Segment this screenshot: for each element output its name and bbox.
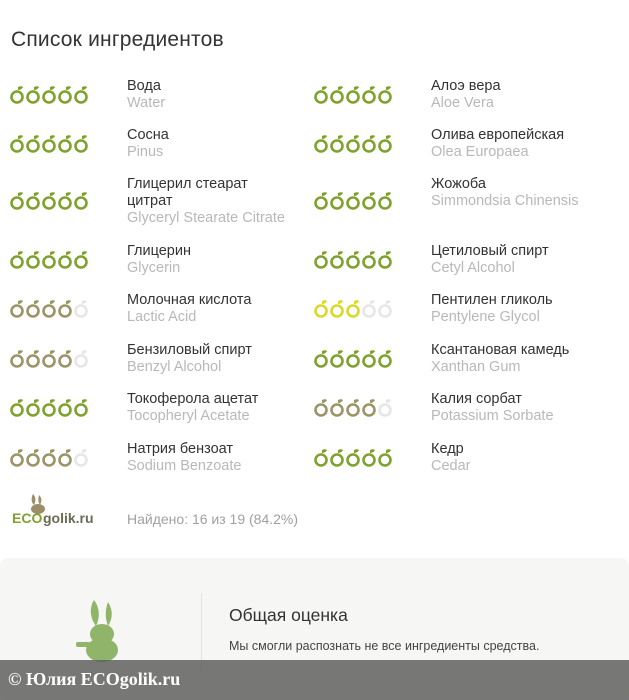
- rating-drop-icon: [58, 250, 73, 269]
- ingredient-name-ru: Цетиловый спирт: [431, 243, 549, 259]
- rating-drop-icon: [10, 85, 25, 104]
- rating-drop-icon: [346, 299, 361, 318]
- ingredient-name-ru: Молочная кислота: [127, 292, 252, 308]
- rating-drop-icon: [10, 250, 25, 269]
- ingredient-name-en: Xanthan Gum: [431, 359, 521, 375]
- found-count: Найдено: 16 из 19 (84.2%): [127, 511, 299, 527]
- rating-drop-icon: [26, 85, 41, 104]
- ingredient-rating: [10, 250, 89, 269]
- rating-drop-icon: [58, 191, 73, 210]
- ingredient-rating: [10, 134, 89, 153]
- rating-drop-icon: [74, 134, 89, 153]
- ingredient-name-en: Benzyl Alcohol: [127, 359, 222, 375]
- rating-drop-icon: [74, 448, 89, 467]
- rating-drop-icon: [346, 134, 361, 153]
- rating-drop-icon: [362, 398, 377, 417]
- rating-drop-icon: [346, 398, 361, 417]
- rating-drop-icon: [378, 448, 393, 467]
- ingredient-names: [431, 127, 621, 161]
- rating-drop-icon: [346, 85, 361, 104]
- ingredient-name-en: Potassium Sorbate: [431, 408, 554, 424]
- ingredient-name-ru: Натрия бензоат: [127, 441, 234, 457]
- ingredient-name-ru: Глицерил стеарат цитрат: [127, 176, 248, 209]
- rating-drop-icon: [314, 398, 329, 417]
- ingredient-name-ru: Сосна: [127, 127, 169, 143]
- rating-drop-icon: [330, 134, 345, 153]
- ingredient-rating: [314, 398, 393, 417]
- rating-drop-icon: [314, 250, 329, 269]
- rating-drop-icon: [58, 349, 73, 368]
- ingredient-name-ru: Токоферола ацетат: [127, 391, 259, 407]
- rating-drop-icon: [42, 85, 57, 104]
- rating-drop-icon: [314, 85, 329, 104]
- rating-drop-icon: [58, 299, 73, 318]
- ingredient-names: [431, 391, 621, 425]
- rating-drop-icon: [74, 299, 89, 318]
- rating-drop-icon: [26, 134, 41, 153]
- ingredient-name-en: Aloe Vera: [431, 95, 494, 111]
- ingredient-name-ru: Жожоба: [431, 176, 486, 192]
- rating-drop-icon: [314, 134, 329, 153]
- rating-drop-icon: [26, 349, 41, 368]
- ingredient-names: [127, 441, 317, 475]
- summary-title: Общая оценка: [229, 605, 348, 625]
- rating-drop-icon: [362, 191, 377, 210]
- rating-drop-icon: [378, 299, 393, 318]
- rating-drop-icon: [330, 250, 345, 269]
- ingredient-rating: [10, 448, 89, 467]
- rating-drop-icon: [74, 349, 89, 368]
- ingredient-name-ru: Калия сорбат: [431, 391, 522, 407]
- rating-drop-icon: [42, 398, 57, 417]
- rating-drop-icon: [26, 398, 41, 417]
- rating-drop-icon: [58, 134, 73, 153]
- ingredient-rating: [10, 191, 89, 210]
- rating-drop-icon: [378, 398, 393, 417]
- rating-drop-icon: [378, 191, 393, 210]
- rating-drop-icon: [378, 250, 393, 269]
- rating-drop-icon: [74, 398, 89, 417]
- logo-eco-text: ECO: [12, 510, 43, 526]
- ingredient-name-en: Pinus: [127, 144, 164, 160]
- ingredient-names: [431, 342, 621, 376]
- rating-drop-icon: [362, 299, 377, 318]
- rating-drop-icon: [10, 134, 25, 153]
- ingredient-names: [431, 78, 621, 112]
- rating-drop-icon: [346, 349, 361, 368]
- rating-drop-icon: [26, 250, 41, 269]
- rating-drop-icon: [58, 398, 73, 417]
- ingredient-name-en: Glycerin: [127, 260, 181, 276]
- rating-drop-icon: [378, 349, 393, 368]
- ingredient-name-ru: Вода: [127, 78, 161, 94]
- rating-drop-icon: [42, 299, 57, 318]
- rating-drop-icon: [330, 448, 345, 467]
- ingredient-name-en: Cetyl Alcohol: [431, 260, 515, 276]
- ingredient-name-ru: Алоэ вера: [431, 78, 501, 94]
- ingredient-names: [127, 391, 317, 425]
- ingredient-names: [127, 342, 317, 376]
- rating-drop-icon: [362, 85, 377, 104]
- ingredient-name-en: Pentylene Glycol: [431, 309, 540, 325]
- ingredient-names: [431, 441, 621, 475]
- ingredient-name-ru: Олива европейская: [431, 127, 565, 143]
- ingredient-name-en: Tocopheryl Acetate: [127, 408, 250, 424]
- rating-drop-icon: [42, 191, 57, 210]
- ingredient-names: [127, 127, 317, 161]
- rating-drop-icon: [10, 448, 25, 467]
- rating-drop-icon: [314, 349, 329, 368]
- rating-drop-icon: [314, 191, 329, 210]
- watermark-text: © Юлия ECOgolik.ru: [8, 669, 181, 689]
- rating-drop-icon: [58, 85, 73, 104]
- ecogolik-logo[interactable]: [11, 492, 111, 528]
- rating-drop-icon: [362, 134, 377, 153]
- rating-drop-icon: [330, 349, 345, 368]
- ingredient-name-ru: Глицерин: [127, 243, 191, 259]
- ingredient-rating: [314, 250, 393, 269]
- logo-domain-text: golik.ru: [43, 510, 94, 526]
- rating-drop-icon: [346, 250, 361, 269]
- ingredient-rating: [314, 448, 393, 467]
- rating-drop-icon: [10, 299, 25, 318]
- ingredient-rating: [10, 398, 89, 417]
- rating-drop-icon: [330, 85, 345, 104]
- ingredient-name-en: Sodium Benzoate: [127, 458, 242, 474]
- rabbit-mascot-icon: [72, 598, 132, 662]
- rating-drop-icon: [74, 250, 89, 269]
- ingredient-rating: [314, 299, 393, 318]
- ingredient-name-en: Water: [127, 95, 166, 111]
- rating-drop-icon: [314, 448, 329, 467]
- rating-drop-icon: [74, 191, 89, 210]
- ingredient-rating: [314, 134, 393, 153]
- rating-drop-icon: [330, 398, 345, 417]
- rating-drop-icon: [42, 250, 57, 269]
- ingredient-names: [127, 176, 285, 227]
- ingredient-names: [431, 292, 621, 326]
- ingredient-name-ru: Ксантановая камедь: [431, 342, 570, 358]
- page-title: Список ингредиентов: [11, 28, 224, 51]
- ingredient-rating: [314, 85, 393, 104]
- rating-drop-icon: [346, 448, 361, 467]
- rating-drop-icon: [26, 448, 41, 467]
- rating-drop-icon: [26, 299, 41, 318]
- rating-drop-icon: [26, 191, 41, 210]
- ingredient-name-en: Simmondsia Chinensis: [431, 193, 579, 209]
- ingredient-name-en: Cedar: [431, 458, 471, 474]
- ingredient-name-ru: Бензиловый спирт: [127, 342, 252, 358]
- ingredient-rating: [10, 85, 89, 104]
- rating-drop-icon: [330, 191, 345, 210]
- ingredient-names: [127, 243, 317, 277]
- rating-drop-icon: [362, 250, 377, 269]
- rating-drop-icon: [58, 448, 73, 467]
- ingredient-rating: [10, 349, 89, 368]
- rating-drop-icon: [346, 191, 361, 210]
- ingredient-rating: [10, 299, 89, 318]
- rating-drop-icon: [42, 349, 57, 368]
- rating-drop-icon: [378, 85, 393, 104]
- ingredient-names: [127, 78, 317, 112]
- ingredient-name-ru: Пентилен гликоль: [431, 292, 553, 308]
- rating-drop-icon: [74, 85, 89, 104]
- ingredient-names: [431, 176, 621, 210]
- ingredient-names: [127, 292, 317, 326]
- rating-drop-icon: [10, 191, 25, 210]
- ingredient-name-en: Olea Europaea: [431, 144, 529, 160]
- rating-drop-icon: [42, 448, 57, 467]
- rating-drop-icon: [42, 134, 57, 153]
- watermark-bar: [0, 660, 629, 700]
- summary-text: Мы смогли распознать не все ингредиенты средства.: [229, 639, 540, 653]
- rating-drop-icon: [314, 299, 329, 318]
- rating-drop-icon: [330, 299, 345, 318]
- ingredient-names: [431, 243, 621, 277]
- rating-drop-icon: [362, 448, 377, 467]
- ingredient-name-ru: Кедр: [431, 441, 464, 457]
- rating-drop-icon: [362, 349, 377, 368]
- rating-drop-icon: [10, 398, 25, 417]
- ingredient-rating: [314, 191, 393, 210]
- ingredient-rating: [314, 349, 393, 368]
- ingredient-name-en: Lactic Acid: [127, 309, 197, 325]
- ingredient-name-en: Glyceryl Stearate Citrate: [127, 210, 285, 226]
- rating-drop-icon: [378, 134, 393, 153]
- rating-drop-icon: [10, 349, 25, 368]
